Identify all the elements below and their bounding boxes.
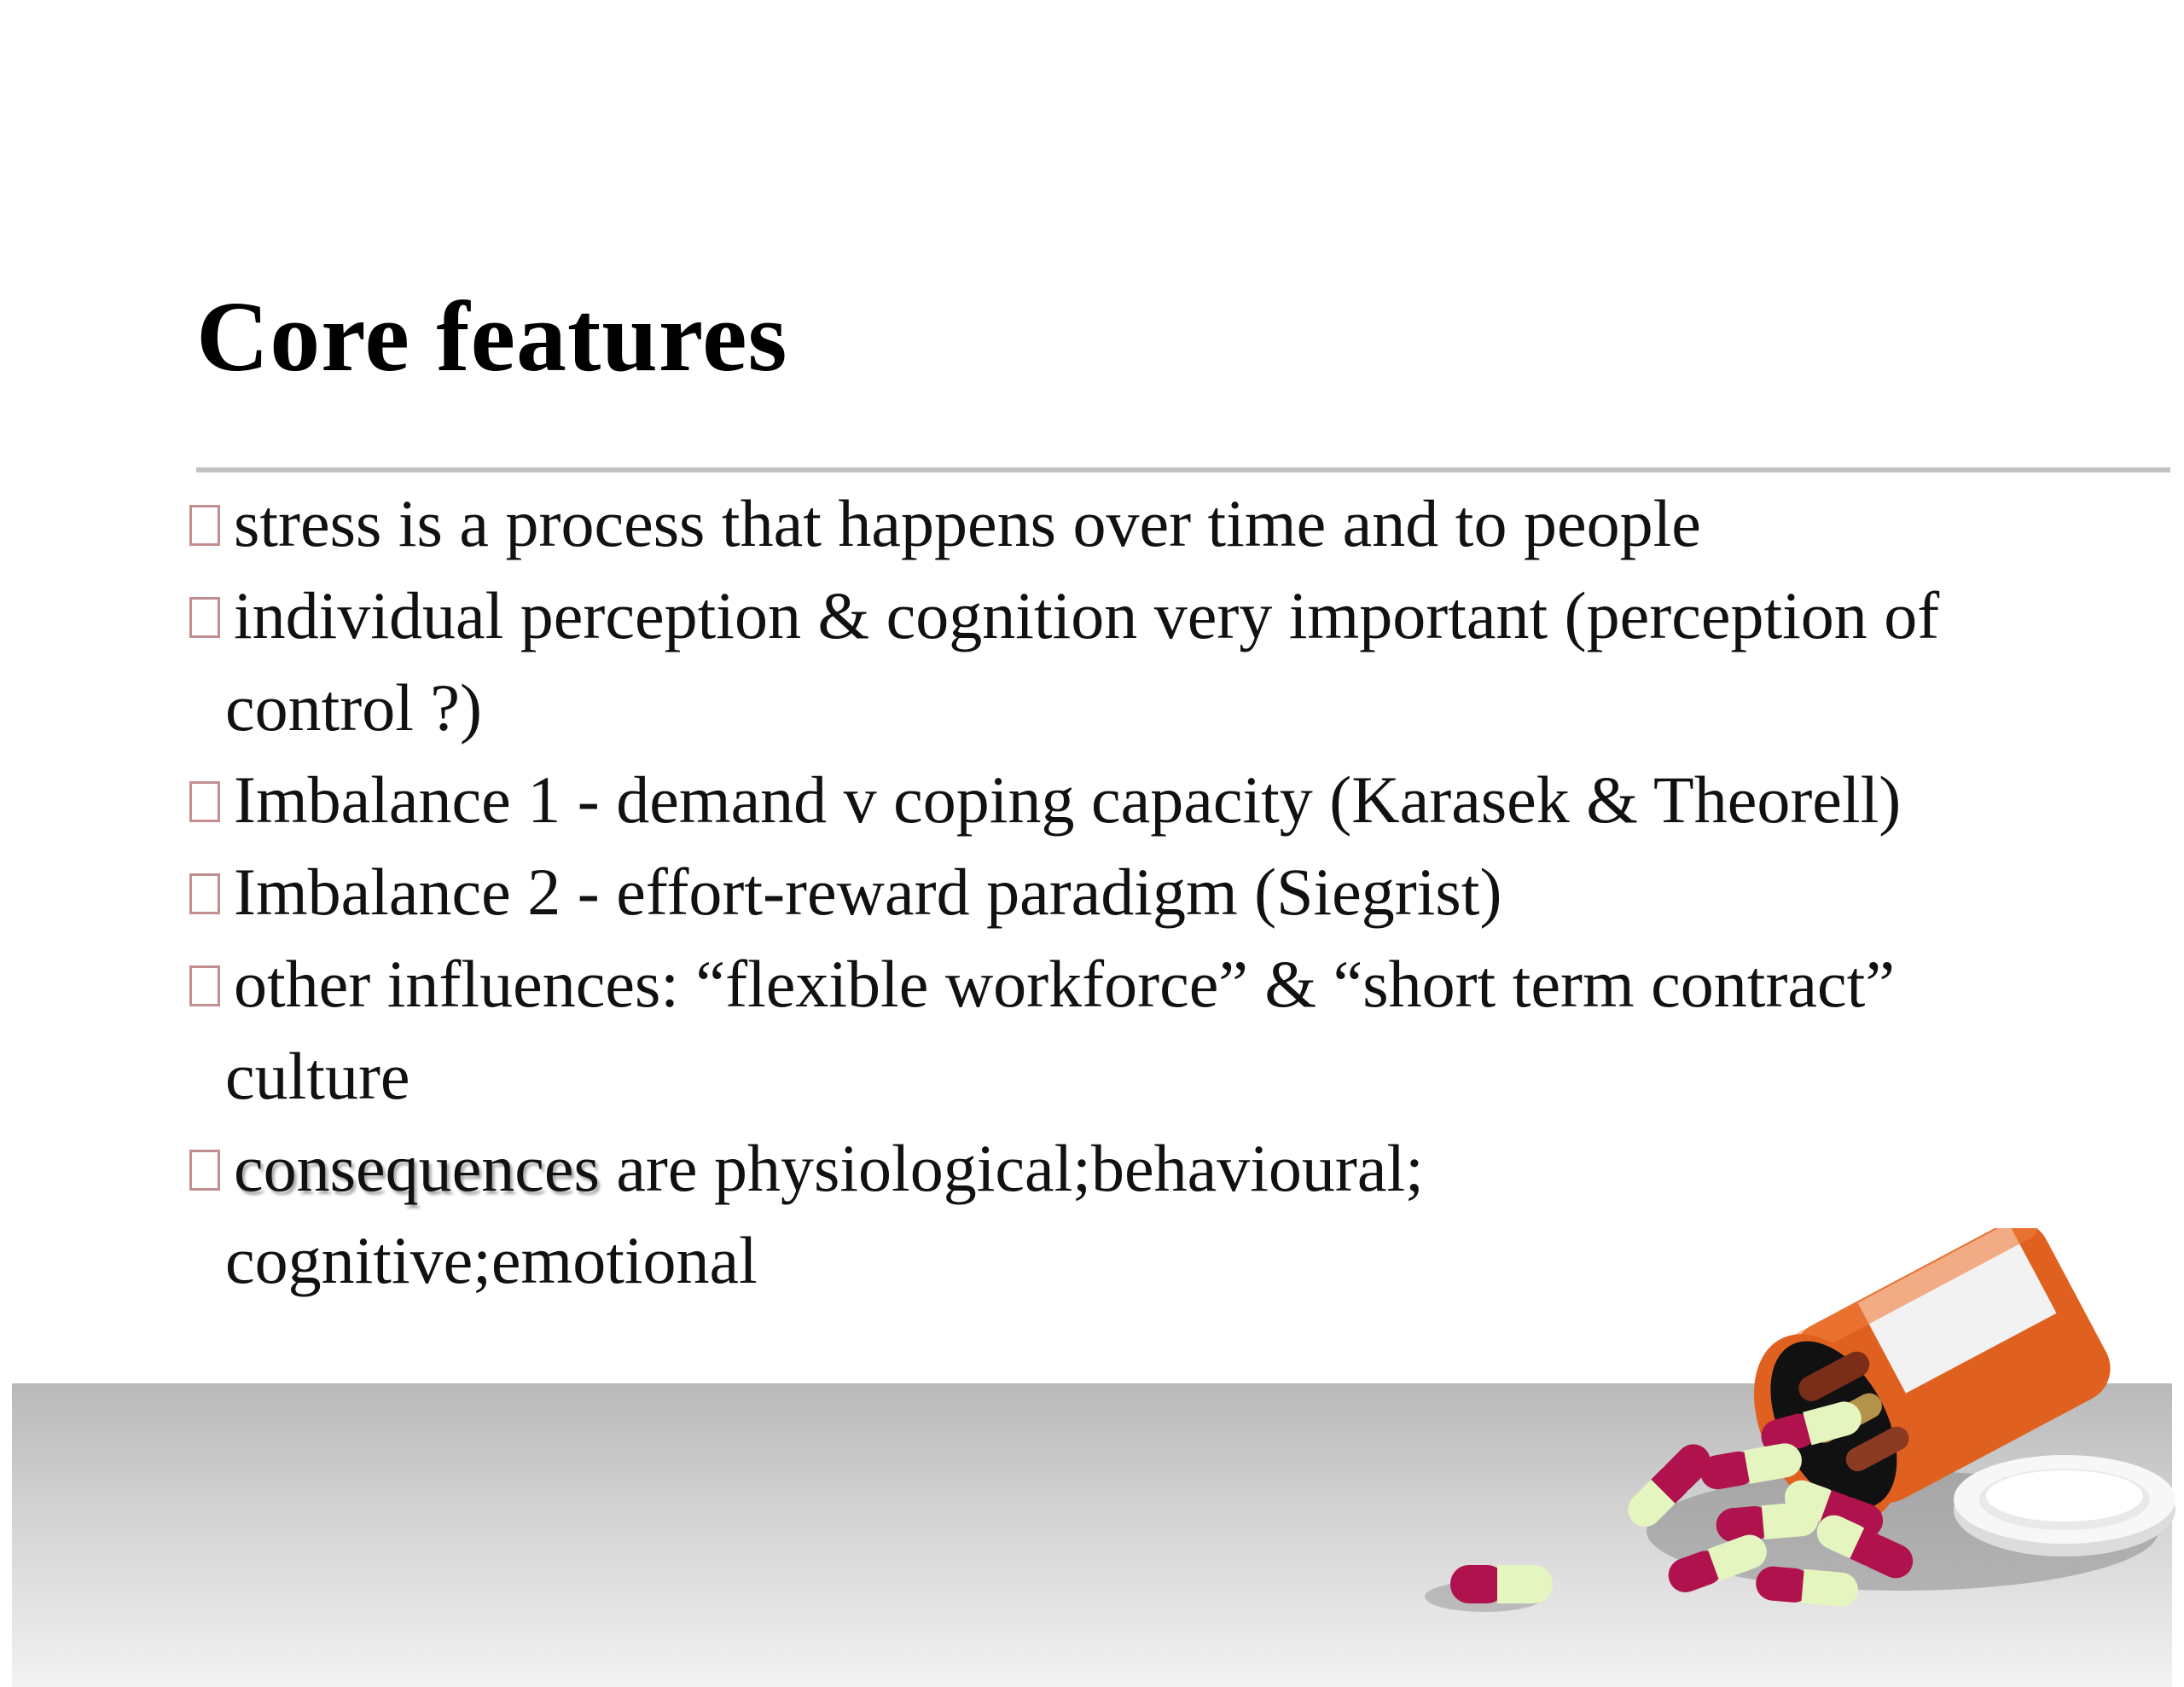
bullet-item [188, 478, 2099, 570]
bullet-marker-icon [189, 781, 220, 822]
bullet-text: are physiological;behavioural; [599, 1131, 1424, 1205]
spilled-pill-bottle-icon [1382, 1228, 2184, 1672]
bullet-item [188, 570, 2099, 754]
bullet-item [188, 938, 2099, 1122]
bullet-text: stress is a process that happens over time and to people [234, 486, 1701, 560]
bullet-marker-icon [189, 597, 220, 638]
emphasis-word: consequences [234, 1131, 600, 1205]
bullet-marker-icon [189, 965, 220, 1006]
bullet-list [188, 478, 2099, 1307]
bullet-text: Imbalance 1 - demand v coping capacity (Karasek & Theorell) [234, 762, 1902, 837]
bullet-continuation: culture [225, 1039, 410, 1113]
bullet-item [188, 846, 2099, 938]
bullet-marker-icon [189, 505, 220, 546]
bullet-continuation: cognitive;emotional [225, 1223, 758, 1297]
bullet-item [188, 754, 2099, 846]
bullet-text: Imbalance 2 - effort-reward paradigm (Siegrist) [234, 855, 1502, 929]
bullet-text: other influences: “flexible workforce” & “short term contract” [234, 947, 1895, 1021]
bullet-text: individual perception & cognition very important (perception of [234, 578, 1940, 652]
bullet-marker-icon [189, 1150, 220, 1191]
bullet-continuation: control ?) [225, 670, 483, 745]
bullet-marker-icon [189, 873, 220, 914]
slide-title: Core features [196, 281, 788, 392]
title-divider [196, 467, 2170, 472]
